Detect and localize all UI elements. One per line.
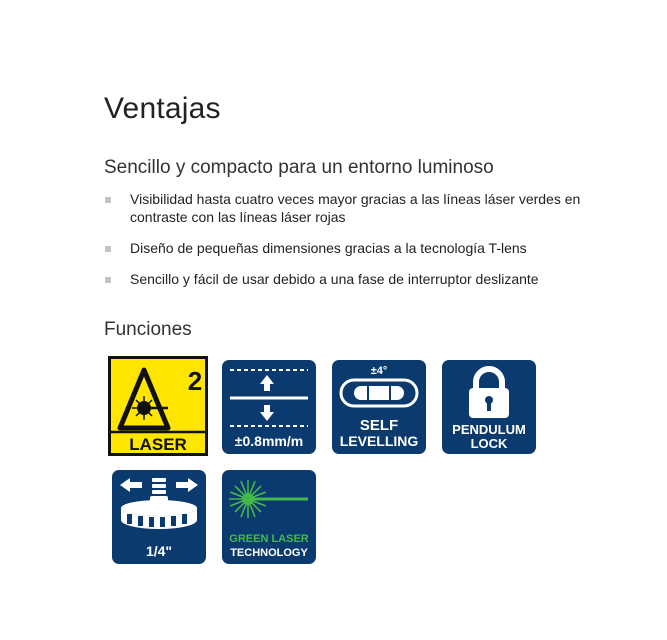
levelling-label: LEVELLING [339,433,419,449]
list-item-text: Diseño de pequeñas dimensiones gracias a la tecnología T-lens [130,240,527,256]
list-item-text: Sencillo y fácil de usar debido a una fase de interruptor deslizante [130,271,539,287]
section-subtitle: Sencillo y compacto para un entorno luminoso [104,157,494,178]
advantages-list [104,190,584,288]
list-item [104,190,584,226]
list-item [104,239,584,257]
laser-label: LASER [129,435,187,454]
page-title: Ventajas [104,92,221,125]
list-item [104,270,584,288]
functions-title: Funciones [104,319,192,340]
bullet-square-icon [105,197,111,203]
list-item-text: Visibilidad hasta cuatro veces mayor gracias a las líneas láser verdes en contraste con las líneas láser rojas [130,191,581,225]
self-label: SELF [359,417,399,434]
technology-label: TECHNOLOGY [230,547,308,559]
thread-size-label: 1/4" [145,543,173,559]
lock-label: LOCK [470,436,508,451]
accuracy-label: ±0.8mm/m [234,433,304,449]
laser-class-2-icon [108,356,208,454]
pendulum-lock-icon [442,360,542,454]
pendulum-label: PENDULUM [452,422,526,437]
green-laser-icon [222,470,322,564]
green-laser-label: GREEN LASER [229,533,309,545]
self-levelling-icon [332,360,432,454]
laser-class-number: 2 [187,366,203,396]
bullet-square-icon [105,277,111,283]
bullet-square-icon [105,246,111,252]
tripod-thread-icon [112,470,212,564]
accuracy-icon [222,360,322,454]
levelling-range-label: ±4° [370,365,388,377]
